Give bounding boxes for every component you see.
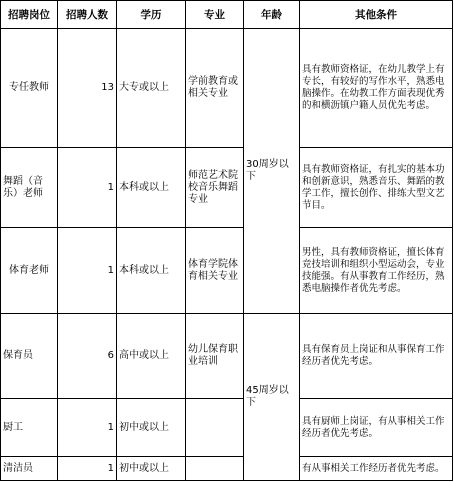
header-age: 年龄	[244, 1, 300, 29]
position-cell: 清洁员	[1, 457, 58, 481]
count-cell: 1	[58, 228, 117, 314]
header-position: 招聘岗位	[1, 1, 58, 29]
count-cell: 1	[58, 399, 117, 457]
count-cell: 1	[58, 148, 117, 228]
position-cell: 保育员	[1, 314, 58, 399]
major-cell	[186, 399, 244, 457]
count-cell: 6	[58, 314, 117, 399]
conditions-cell: 具有保育员上岗证和从事保育工作经历者优先考虑。	[300, 314, 453, 399]
education-cell: 本科或以上	[117, 148, 186, 228]
education-cell: 大专或以上	[117, 29, 186, 148]
header-row	[1, 1, 453, 29]
major-cell: 师范艺术院校音乐舞蹈专业	[186, 148, 244, 228]
table-row	[1, 399, 453, 457]
education-cell: 高中或以上	[117, 314, 186, 399]
conditions-cell: 男性，具有教师资格证，擅长体育竞技培训和组织小型运动会，专业技能强。有从事教育工作经历，熟悉电脑操作者优先考虑。	[300, 228, 453, 314]
conditions-cell: 具有厨师上岗证，有从事相关工作经历者优先考虑。	[300, 399, 453, 457]
major-cell: 体育学院体育相关专业	[186, 228, 244, 314]
table-row	[1, 148, 453, 228]
position-cell: 舞蹈（音乐）老师	[1, 148, 58, 228]
header-education: 学历	[117, 1, 186, 29]
table-row	[1, 457, 453, 481]
table-row	[1, 29, 453, 148]
conditions-cell: 有从事相关工作经历者优先考虑。	[300, 457, 453, 481]
header-major: 专业	[186, 1, 244, 29]
table-row	[1, 228, 453, 314]
education-cell: 本科或以上	[117, 228, 186, 314]
count-cell: 13	[58, 29, 117, 148]
count-cell: 1	[58, 457, 117, 481]
conditions-cell: 具有教师资格证，在幼儿教学上有专长，有较好的写作水平，熟悉电脑操作。在幼教工作方面表现优秀的和横沥镇户籍人员优先考虑。	[300, 29, 453, 148]
education-cell: 初中或以上	[117, 399, 186, 457]
table-row	[1, 314, 453, 399]
position-cell: 厨工	[1, 399, 58, 457]
major-cell	[186, 457, 244, 481]
position-cell: 专任教师	[1, 29, 58, 148]
header-conditions: 其他条件	[300, 1, 453, 29]
major-cell: 学前教育或相关专业	[186, 29, 244, 148]
position-cell: 体育老师	[1, 228, 58, 314]
age-cell: 30周岁以下	[244, 29, 300, 314]
conditions-cell: 具有教师资格证，有扎实的基本功和创新意识，熟悉音乐、舞蹈的教学工作，擅长创作、排练大型文艺节目。	[300, 148, 453, 228]
major-cell: 幼儿保育职业培训	[186, 314, 244, 399]
header-count: 招聘人数	[58, 1, 117, 29]
education-cell: 初中或以上	[117, 457, 186, 481]
age-cell: 45周岁以下	[244, 314, 300, 481]
